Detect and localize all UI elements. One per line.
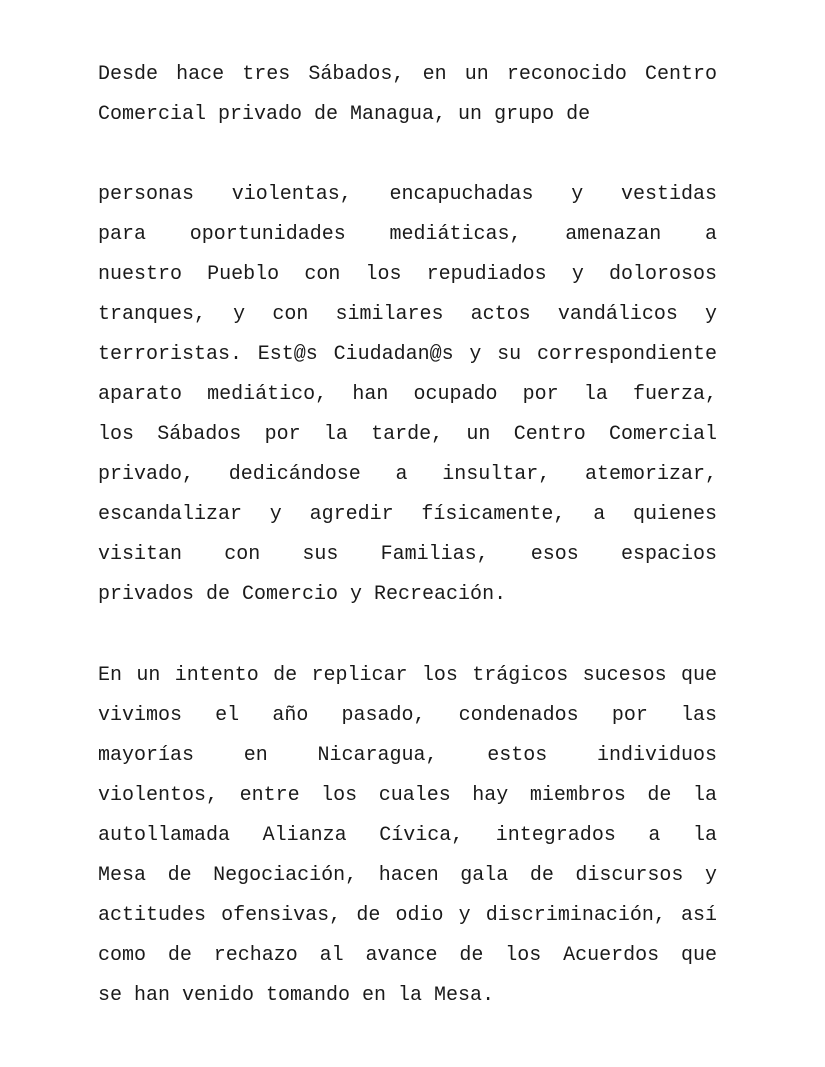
text-line: para oportunidades mediáticas, amenazan a: [98, 223, 717, 246]
text-line: violentos, entre los cuales hay miembros de la: [98, 784, 717, 807]
text-line: vivimos el año pasado, condenados por las: [98, 704, 717, 727]
text-line: autollamada Alianza Cívica, integrados a la: [98, 824, 717, 847]
text-line: privados de Comercio y Recreación.: [98, 583, 507, 606]
paragraph-1: [98, 55, 717, 135]
text-line: los Sábados por la tarde, un Centro Comercial: [98, 423, 717, 446]
text-line: Mesa de Negociación, hacen gala de discursos y: [98, 864, 717, 887]
text-line: se han venido tomando en la Mesa.: [98, 984, 495, 1007]
text-line: personas violentas, encapuchadas y vestidas: [98, 183, 717, 206]
text-line: Desde hace tres Sábados, en un reconocido Centro: [98, 63, 717, 86]
text-line: como de rechazo al avance de los Acuerdos que: [98, 944, 717, 967]
text-line: En un intento de replicar los trágicos sucesos que: [98, 664, 717, 687]
text-line: nuestro Pueblo con los repudiados y dolorosos: [98, 263, 717, 286]
text-line: actitudes ofensivas, de odio y discriminación, así: [98, 904, 717, 927]
text-line: terroristas. Est@s Ciudadan@s y su correspondiente: [98, 343, 717, 366]
text-line: tranques, y con similares actos vandálicos y: [98, 303, 717, 326]
text-line: escandalizar y agredir físicamente, a quienes: [98, 503, 717, 526]
text-line: visitan con sus Familias, esos espacios: [98, 543, 717, 566]
text-line: mayorías en Nicaragua, estos individuos: [98, 744, 717, 767]
paragraph-3: [98, 656, 717, 1016]
text-line: aparato mediático, han ocupado por la fuerza,: [98, 383, 717, 406]
text-line: Comercial privado de Managua, un grupo de: [98, 103, 591, 126]
paragraph-2: [98, 175, 717, 615]
text-line: privado, dedicándose a insultar, atemorizar,: [98, 463, 717, 486]
